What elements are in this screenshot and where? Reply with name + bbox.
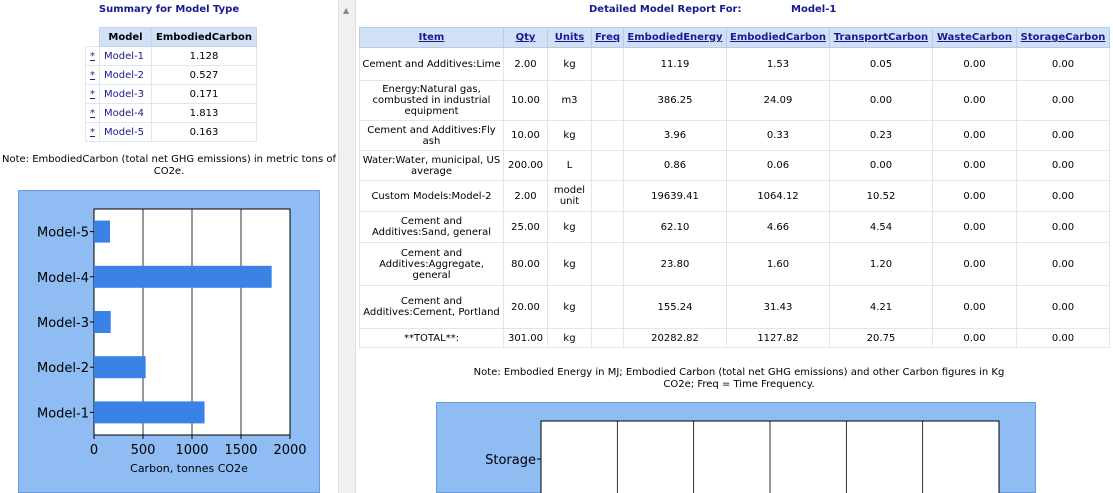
model-detail-link[interactable]: *	[86, 123, 100, 142]
y-tick-label: Model-3	[37, 316, 89, 331]
detail-panel	[359, 0, 1113, 493]
waste-cell: 0.00	[933, 243, 1017, 286]
item-cell: Custom Models:Model-2	[360, 181, 504, 212]
x-tick-label: 1000	[175, 443, 209, 458]
transport-cell: 4.54	[830, 212, 933, 243]
waste-cell: 0.00	[933, 151, 1017, 181]
freq-cell	[592, 121, 624, 151]
energy-cell: 62.10	[624, 212, 727, 243]
table-row	[360, 181, 1110, 212]
waste-cell: 0.00	[933, 212, 1017, 243]
freq-cell	[592, 48, 624, 81]
freq-cell	[592, 329, 624, 348]
units-cell: kg	[548, 243, 592, 286]
waste-cell: 0.00	[933, 181, 1017, 212]
model-carbon: 0.527	[152, 66, 257, 85]
summary-title: Summary for Model Type	[98, 4, 240, 15]
table-row	[86, 123, 257, 142]
summary-header-spacer	[86, 28, 100, 47]
sort-qty-header[interactable]: Qty	[504, 28, 548, 48]
model-detail-link[interactable]: *	[86, 104, 100, 123]
model-name: Model-2	[100, 66, 152, 85]
model-detail-link[interactable]: *	[86, 85, 100, 104]
summary-note: Note: EmbodiedCarbon (total net GHG emissions) in metric tons of CO2e.	[1, 154, 336, 177]
x-tick-label: 500	[130, 443, 156, 458]
table-row	[86, 85, 257, 104]
units-cell: model unit	[548, 181, 592, 212]
model-carbon: 0.163	[152, 123, 257, 142]
units-cell: kg	[548, 286, 592, 329]
qty-cell: 2.00	[504, 181, 548, 212]
storage-cell: 0.00	[1017, 48, 1110, 81]
units-cell: kg	[548, 212, 592, 243]
qty-cell: 2.00	[504, 48, 548, 81]
carbon-cell: 0.06	[727, 151, 830, 181]
y-tick-label: Model-2	[37, 361, 89, 377]
detail-table	[359, 27, 1110, 348]
carbon-cell: 0.33	[727, 121, 830, 151]
transport-cell: 10.52	[830, 181, 933, 212]
item-cell: **TOTAL**:	[360, 329, 504, 348]
energy-cell: 11.19	[624, 48, 727, 81]
item-cell: Cement and Additives:Lime	[360, 48, 504, 81]
energy-cell: 23.80	[624, 243, 727, 286]
units-cell: m3	[548, 81, 592, 121]
table-row	[360, 286, 1110, 329]
storage-cell: 0.00	[1017, 181, 1110, 212]
carbon-bar-chart-svg	[19, 191, 321, 493]
x-tick-label: 1500	[224, 443, 258, 458]
x-axis-label: Carbon, tonnes CO2e	[130, 462, 248, 475]
model-carbon: 1.128	[152, 47, 257, 66]
carbon-cell: 1.53	[727, 48, 830, 81]
units-cell: L	[548, 151, 592, 181]
transport-cell: 0.00	[830, 151, 933, 181]
x-tick-label: 0	[89, 443, 99, 458]
table-row	[360, 329, 1110, 348]
sort-units-header[interactable]: Units	[548, 28, 592, 48]
table-row	[360, 48, 1110, 81]
bar	[94, 356, 146, 378]
transport-cell: 0.00	[830, 81, 933, 121]
table-row	[360, 121, 1110, 151]
carbon-cell: 1127.82	[727, 329, 830, 348]
bar	[94, 401, 205, 423]
item-cell: Energy:Natural gas, combusted in industrial equipment	[360, 81, 504, 121]
energy-cell: 20282.82	[624, 329, 727, 348]
storage-cell: 0.00	[1017, 329, 1110, 348]
model-name: Model-5	[100, 123, 152, 142]
summary-panel	[0, 0, 338, 493]
transport-cell: 0.23	[830, 121, 933, 151]
waste-cell: 0.00	[933, 48, 1017, 81]
qty-cell: 20.00	[504, 286, 548, 329]
transport-cell: 20.75	[830, 329, 933, 348]
item-cell: Cement and Additives:Fly ash	[360, 121, 504, 151]
sort-freq-header[interactable]: Freq	[592, 28, 624, 48]
energy-cell: 155.24	[624, 286, 727, 329]
carbon-type-chart	[436, 402, 1036, 493]
carbon-cell: 4.66	[727, 212, 830, 243]
table-row	[86, 47, 257, 66]
sort-storage-header[interactable]: StorageCarbon	[1017, 28, 1110, 48]
units-cell: kg	[548, 329, 592, 348]
detail-header-label: Detailed Model Report For:	[589, 4, 742, 15]
carbon-cell: 24.09	[727, 81, 830, 121]
transport-cell: 4.21	[830, 286, 933, 329]
table-row	[86, 104, 257, 123]
vertical-scrollbar[interactable]	[338, 0, 356, 493]
sort-energy-header[interactable]: EmbodiedEnergy	[624, 28, 727, 48]
qty-cell: 10.00	[504, 121, 548, 151]
sort-waste-header[interactable]: WasteCarbon	[933, 28, 1017, 48]
table-row	[360, 81, 1110, 121]
freq-cell	[592, 181, 624, 212]
energy-cell: 386.25	[624, 81, 727, 121]
table-row	[360, 151, 1110, 181]
x-tick-label: 2000	[273, 443, 307, 458]
y-tick-label: Model-1	[37, 406, 89, 422]
storage-cell: 0.00	[1017, 81, 1110, 121]
freq-cell	[592, 286, 624, 329]
item-cell: Cement and Additives:Cement, Portland	[360, 286, 504, 329]
storage-cell: 0.00	[1017, 212, 1110, 243]
qty-cell: 301.00	[504, 329, 548, 348]
qty-cell: 80.00	[504, 243, 548, 286]
summary-header-carbon: EmbodiedCarbon	[152, 28, 257, 47]
qty-cell: 25.00	[504, 212, 548, 243]
carbon-cell: 31.43	[727, 286, 830, 329]
storage-cell: 0.00	[1017, 121, 1110, 151]
model-name: Model-3	[100, 85, 152, 104]
storage-cell: 0.00	[1017, 243, 1110, 286]
bar	[94, 311, 111, 333]
summary-table	[85, 27, 257, 142]
qty-cell: 10.00	[504, 81, 548, 121]
model-name: Model-4	[100, 104, 152, 123]
storage-cell: 0.00	[1017, 286, 1110, 329]
waste-cell: 0.00	[933, 286, 1017, 329]
freq-cell	[592, 212, 624, 243]
item-cell: Cement and Additives:Sand, general	[360, 212, 504, 243]
carbon-cell: 1064.12	[727, 181, 830, 212]
waste-cell: 0.00	[933, 121, 1017, 151]
freq-cell	[592, 151, 624, 181]
carbon-bar-chart	[18, 190, 320, 493]
y-tick-label: Storage	[485, 453, 536, 468]
energy-cell: 0.86	[624, 151, 727, 181]
detail-header	[359, 3, 1113, 25]
model-name: Model-1	[100, 47, 152, 66]
table-row	[360, 243, 1110, 286]
bar	[94, 221, 110, 243]
model-detail-link[interactable]: *	[86, 47, 100, 66]
units-cell: kg	[548, 121, 592, 151]
energy-cell: 3.96	[624, 121, 727, 151]
detail-note: Note: Embodied Energy in MJ; Embodied Carbon (total net GHG emissions) and other Carbon figures in Kg CO2e; Freq = Time Frequency.	[473, 367, 1005, 390]
y-tick-label: Model-5	[37, 225, 89, 241]
sort-transport-header[interactable]: TransportCarbon	[830, 28, 933, 48]
freq-cell	[592, 81, 624, 121]
model-carbon: 1.813	[152, 104, 257, 123]
item-cell: Water:Water, municipal, US average	[360, 151, 504, 181]
sort-item-header[interactable]: Item	[360, 28, 504, 48]
sort-carbon-header[interactable]: EmbodiedCarbon	[727, 28, 830, 48]
transport-cell: 0.05	[830, 48, 933, 81]
bar	[94, 266, 272, 288]
storage-cell: 0.00	[1017, 151, 1110, 181]
energy-cell: 19639.41	[624, 181, 727, 212]
units-cell: kg	[548, 48, 592, 81]
model-detail-link[interactable]: *	[86, 66, 100, 85]
summary-header-model: Model	[100, 28, 152, 47]
carbon-cell: 1.60	[727, 243, 830, 286]
table-row	[360, 212, 1110, 243]
scroll-up-icon[interactable]: ▲	[343, 6, 350, 15]
freq-cell	[592, 243, 624, 286]
y-tick-label: Model-4	[37, 270, 89, 286]
waste-cell: 0.00	[933, 81, 1017, 121]
transport-cell: 1.20	[830, 243, 933, 286]
model-carbon: 0.171	[152, 85, 257, 104]
table-row	[86, 66, 257, 85]
waste-cell: 0.00	[933, 329, 1017, 348]
carbon-type-chart-svg	[437, 403, 1037, 493]
detail-header-model: Model-1	[791, 4, 837, 15]
item-cell: Cement and Additives:Aggregate, general	[360, 243, 504, 286]
qty-cell: 200.00	[504, 151, 548, 181]
